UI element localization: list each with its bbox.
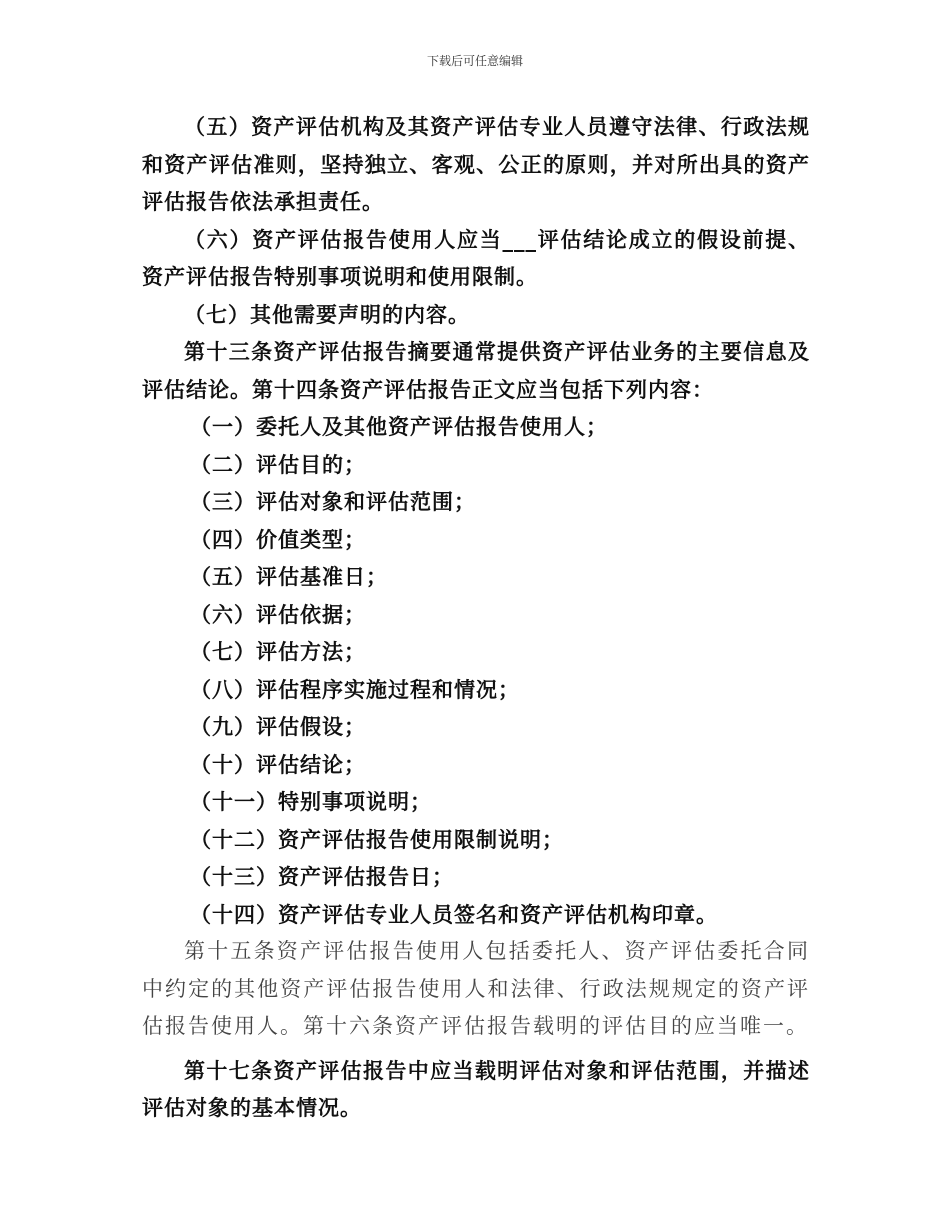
paragraph-6: （六）资产评估报告使用人应当___评估结论成立的假设前提、资产评估报告特别事项说明和使用限制。 <box>142 226 810 289</box>
list-item: （三）评估对象和评估范围； <box>190 489 476 514</box>
page-header: 下载后可任意编辑 <box>426 54 523 68</box>
article-15-16: 第十五条资产评估报告使用人包括委托人、资产评估委托合同中约定的其他资产评估报告使用人和法律、行政法规规定的资产评估报告使用人。第十六条资产评估报告载明的评估目的应当唯一。 <box>142 939 810 1038</box>
list-item: （五）评估基准日； <box>190 564 388 589</box>
list-item: （七）评估方法； <box>190 639 366 664</box>
list-item: （十）评估结论； <box>190 751 366 777</box>
list-item: （四）价值类型； <box>190 526 366 552</box>
list-item: （十二）资产评估报告使用限制说明； <box>190 826 564 852</box>
list-item: （十四）资产评估专业人员签名和资产评估机构印章。 <box>190 901 718 927</box>
list-item: （一）委托人及其他资产评估报告使用人； <box>190 414 608 439</box>
list-item: （九）评估假设； <box>190 714 366 739</box>
list-item: （六）评估依据； <box>190 601 366 627</box>
article-17: 第十七条资产评估报告中应当载明评估对象和评估范围，并描述评估对象的基本情况。 <box>142 1057 810 1120</box>
article-13-14: 第十三条资产评估报告摘要通常提供资产评估业务的主要信息及评估结论。第十四条资产评估报告正文应当包括下列内容： <box>142 339 810 402</box>
document-body <box>142 108 810 1127</box>
list-item: （二）评估目的； <box>190 451 366 477</box>
paragraph-7: （七）其他需要声明的内容。 <box>184 301 470 327</box>
list-item: （十三）资产评估报告日； <box>190 864 454 889</box>
list-item: （八）评估程序实施过程和情况； <box>190 676 520 702</box>
paragraph-5: （五）资产评估机构及其资产评估专业人员遵守法律、行政法规和资产评估准则，坚持独立、客观、公正的原则，并对所出具的资产评估报告依法承担责任。 <box>142 114 810 214</box>
list-item: （十一）特别事项说明； <box>190 789 432 814</box>
